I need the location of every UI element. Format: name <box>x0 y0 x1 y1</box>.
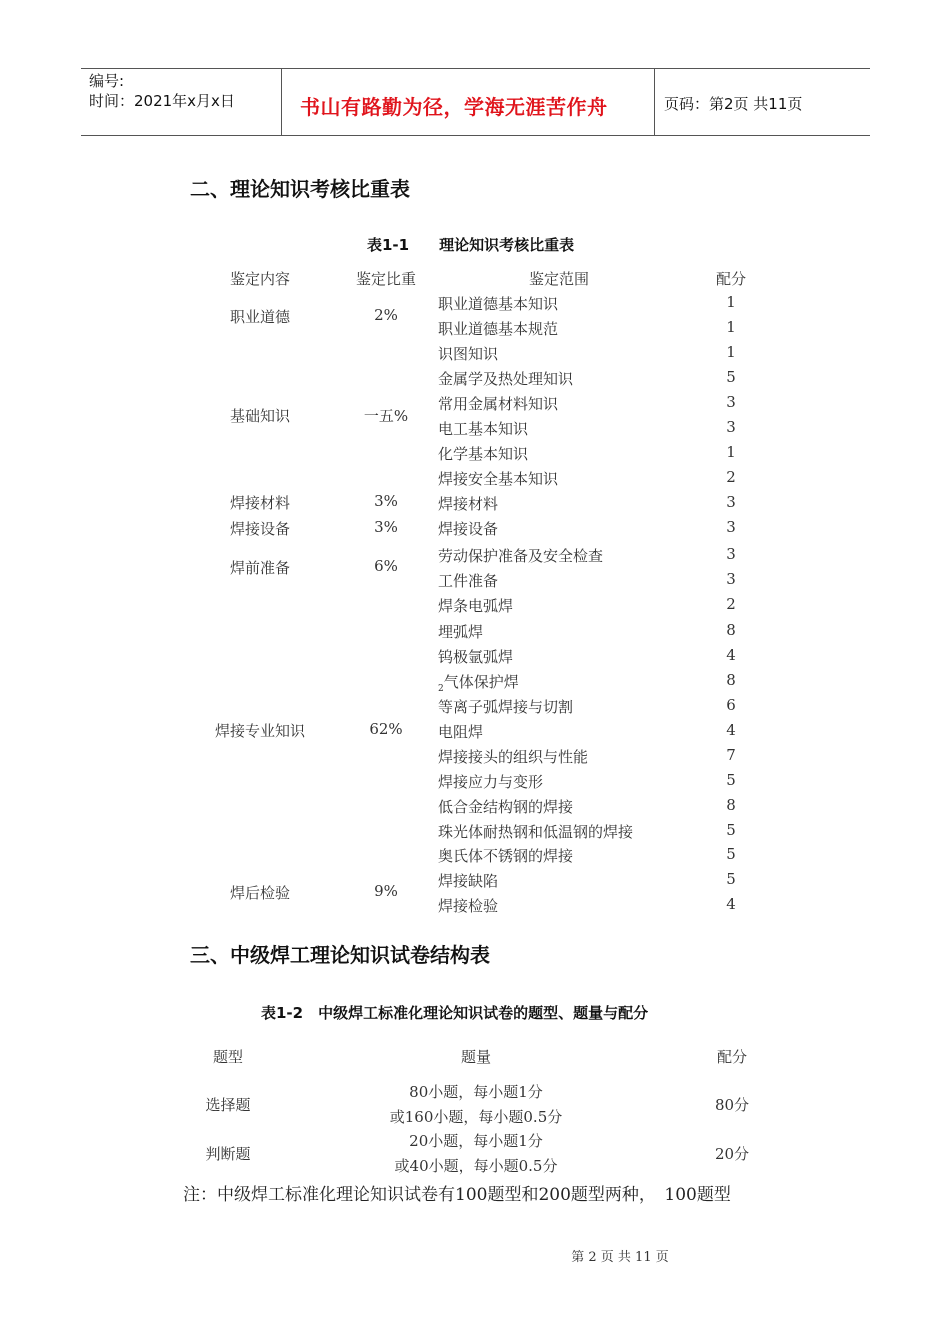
scope-cell: 钨极氩弧焊 <box>438 648 514 666</box>
scope-cell: 焊接材料 <box>438 495 499 513</box>
table-1-1-caption: 表1-1 理论知识考核比重表 <box>367 236 575 254</box>
scope-cell-with-subscript <box>438 671 519 694</box>
scope-cell: 金属学及热处理知识 <box>438 370 574 388</box>
score-cell: 5 <box>726 771 736 789</box>
group-weight: 3% <box>374 518 398 536</box>
group-content: 焊接设备 <box>229 520 291 538</box>
scope-cell: 电阻焊 <box>438 723 484 741</box>
scope-cell: 焊接检验 <box>438 897 499 915</box>
document-date: 时间：2021年x月x日 <box>89 92 235 110</box>
score-cell: 1 <box>726 318 736 336</box>
document-number-label: 编号: <box>89 72 125 90</box>
group-weight: 6% <box>374 557 398 575</box>
group-content: 焊接专业知识 <box>214 722 306 740</box>
col-header-score: 配分 <box>715 270 747 288</box>
score-cell: 3 <box>726 518 736 536</box>
score-cell: 3 <box>726 418 736 436</box>
scope-cell: 焊接安全基本知识 <box>438 470 559 488</box>
scope-cell: 常用金属材料知识 <box>438 395 559 413</box>
question-quantity-line: 20小题，每小题1分 <box>409 1132 543 1150</box>
score-cell: 5 <box>726 870 736 888</box>
score-cell: 4 <box>726 895 736 913</box>
page-footer: 第 2 页 共 11 页 <box>571 1250 669 1265</box>
scope-cell: 珠光体耐热钢和低温钢的焊接 <box>438 823 634 841</box>
scope-cell: 焊接缺陷 <box>438 872 499 890</box>
score-cell: 2 <box>726 468 736 486</box>
question-type-cell: 选择题 <box>205 1096 251 1114</box>
question-score-cell: 80分 <box>714 1096 750 1114</box>
group-content: 基础知识 <box>229 407 291 425</box>
scope-cell: 焊条电弧焊 <box>438 597 514 615</box>
scope-text: 气体保护焊 <box>443 673 519 691</box>
question-quantity-line: 80小题，每小题1分 <box>409 1083 543 1101</box>
scope-cell: 焊接应力与变形 <box>438 773 544 791</box>
score-cell: 4 <box>726 721 736 739</box>
table-1-2-caption: 表1-2 中级焊工标准化理论知识试卷的题型、题量与配分 <box>261 1004 649 1022</box>
score-cell: 5 <box>726 821 736 839</box>
group-weight: 3% <box>374 492 398 510</box>
section-2-title: 二、理论知识考核比重表 <box>190 177 410 201</box>
scope-cell: 等离子弧焊接与切割 <box>438 698 574 716</box>
section-3-title: 三、中级焊工理论知识试卷结构表 <box>190 943 490 967</box>
question-quantity-line: 或40小题，每小题0.5分 <box>394 1157 558 1175</box>
col-header-weight: 鉴定比重 <box>355 270 417 288</box>
header-motto: 书山有路勤为径，学海无涯苦作舟 <box>300 95 608 119</box>
group-weight: 2% <box>374 306 398 324</box>
scope-cell: 奥氏体不锈钢的焊接 <box>438 847 574 865</box>
group-content: 焊前准备 <box>229 559 291 577</box>
scope-cell: 职业道德基本知识 <box>438 295 559 313</box>
score-cell: 1 <box>726 443 736 461</box>
score-cell: 1 <box>726 293 736 311</box>
group-content: 焊接材料 <box>229 494 291 512</box>
group-weight: 62% <box>369 720 403 738</box>
question-score-cell: 20分 <box>714 1145 750 1163</box>
score-cell: 4 <box>726 646 736 664</box>
question-type-cell: 判断题 <box>205 1145 251 1163</box>
question-quantity-line: 或160小题，每小题0.5分 <box>389 1108 563 1126</box>
score-cell: 5 <box>726 845 736 863</box>
score-cell: 5 <box>726 368 736 386</box>
group-content: 职业道德 <box>229 308 291 326</box>
score-cell: 2 <box>726 595 736 613</box>
table-note: 注：中级焊工标准化理论知识试卷有100题型和200题型两种， 100题型 <box>183 1185 731 1205</box>
col-header-quantity: 题量 <box>460 1048 492 1066</box>
scope-cell: 劳动保护准备及安全检查 <box>438 547 604 565</box>
scope-cell: 职业道德基本规范 <box>438 320 559 338</box>
group-content: 焊后检验 <box>229 884 291 902</box>
col-header-score: 配分 <box>716 1048 748 1066</box>
scope-cell: 识图知识 <box>438 345 499 363</box>
subscript-prefix: 2 <box>438 684 444 694</box>
score-cell: 3 <box>726 393 736 411</box>
score-cell: 8 <box>726 621 736 639</box>
score-cell: 3 <box>726 493 736 511</box>
page-info: 页码：第2页 共11页 <box>664 95 803 113</box>
score-cell: 3 <box>726 545 736 563</box>
col-header-scope: 鉴定范围 <box>528 270 590 288</box>
group-weight: 9% <box>374 882 398 900</box>
score-cell: 8 <box>726 796 736 814</box>
group-weight: 一五% <box>363 407 409 425</box>
col-header-type: 题型 <box>212 1048 244 1066</box>
scope-cell: 埋弧焊 <box>438 623 484 641</box>
score-cell: 8 <box>726 671 736 689</box>
scope-cell: 低合金结构钢的焊接 <box>438 798 574 816</box>
score-cell: 1 <box>726 343 736 361</box>
col-header-content: 鉴定内容 <box>229 270 291 288</box>
score-cell: 3 <box>726 570 736 588</box>
score-cell: 7 <box>726 746 736 764</box>
scope-cell: 电工基本知识 <box>438 420 529 438</box>
scope-cell: 焊接接头的组织与性能 <box>438 748 589 766</box>
scope-cell: 焊接设备 <box>438 520 499 538</box>
scope-cell: 工件准备 <box>438 572 499 590</box>
score-cell: 6 <box>726 696 736 714</box>
scope-cell: 化学基本知识 <box>438 445 529 463</box>
